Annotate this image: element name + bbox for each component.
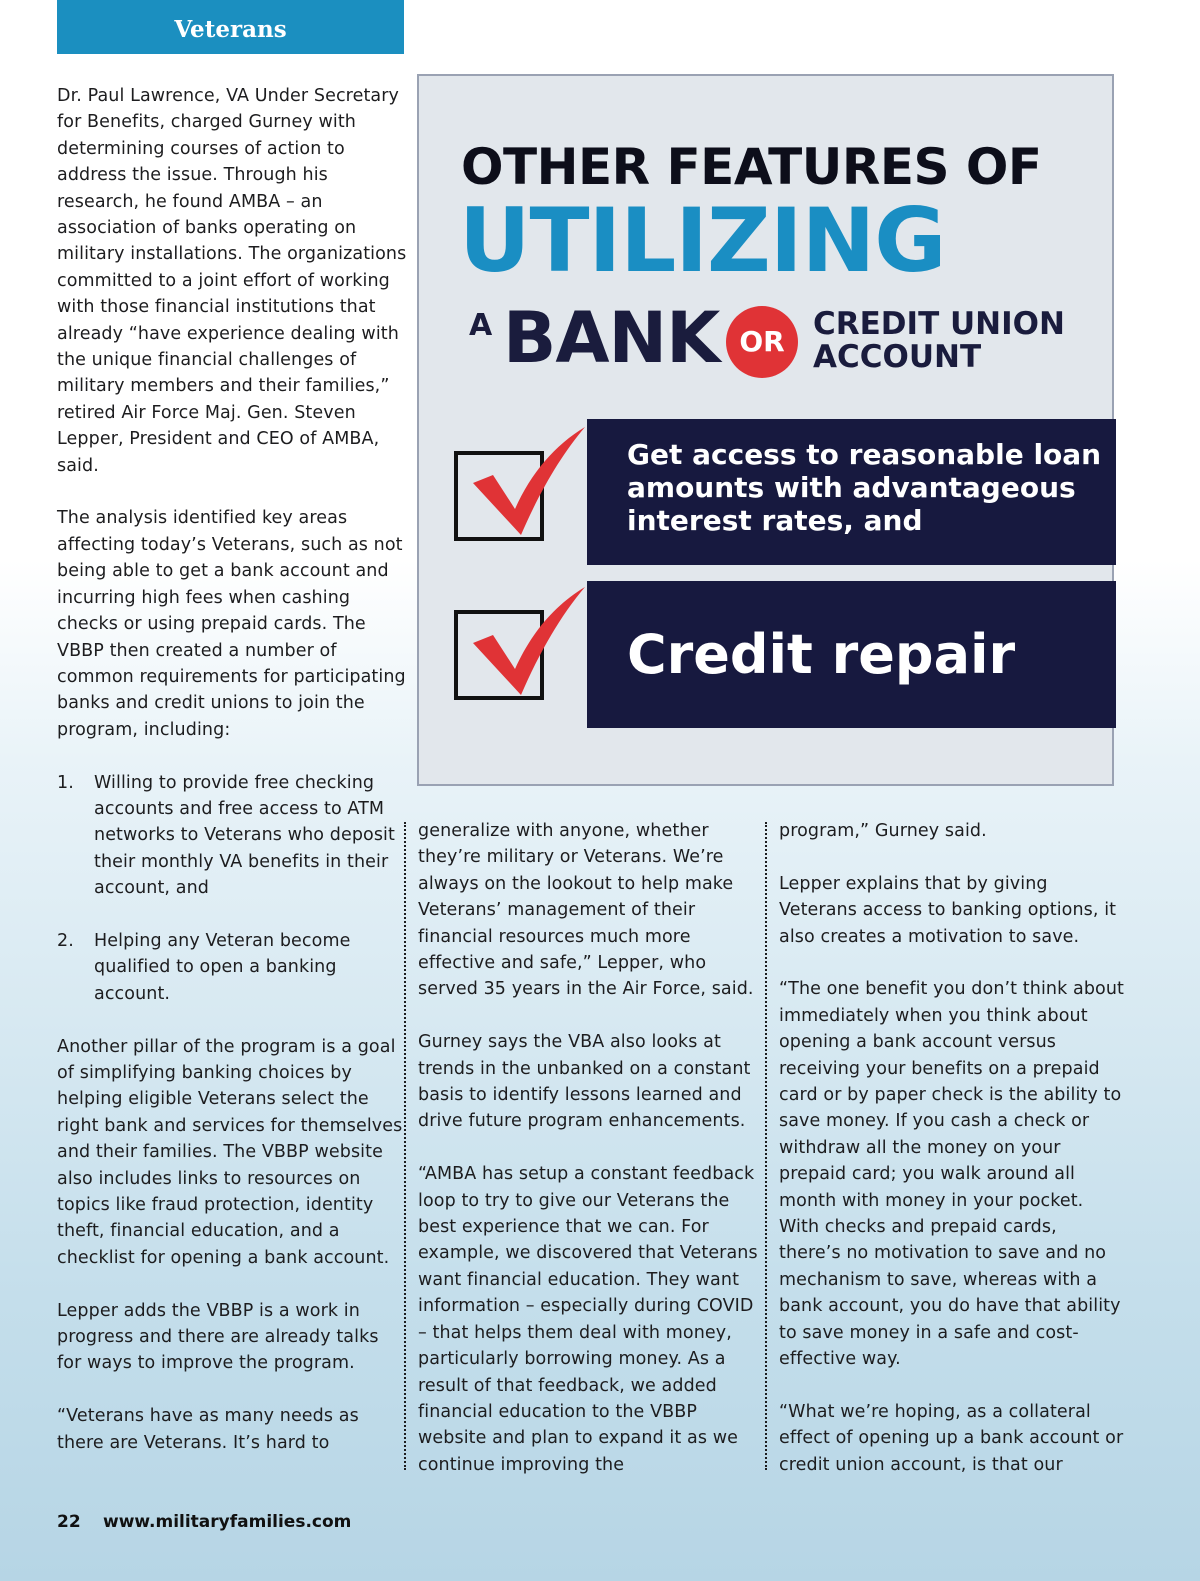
paragraph: “What we’re hoping, as a collateral effect of opening up a bank account or credit union account, is that our [779,1401,1124,1475]
sidebar-heading-a: A [469,308,493,343]
column-divider [404,822,406,1470]
page-number: 22 [57,1512,81,1532]
paragraph: “The one benefit you don’t think about immediately when you think about opening a bank account versus receiving your benefits on a prepaid card or by paper check is the ability to save money. If you cash a check or withdraw all the money on your prepaid card; you walk around all month with money in your pocket. With checks and prepaid cards, there’s no motivation to save and no mechanism to save, whereas with a bank account, you do have that ability to save money in a safe and cost-effective way. [779,979,1124,1370]
checkmark-icon [459,581,589,701]
sidebar-heading-line1: OTHER FEATURES OF [461,138,1042,196]
feature-loan-access: Get access to reasonable loan amounts with advantageous interest rates, and [587,419,1116,565]
sidebar-heading-line2: UTILIZING [459,189,946,292]
paragraph: Lepper explains that by giving Veterans access to banking options, it also creates a motivation to save. [779,873,1117,947]
sidebar-heading-bank: BANK [503,297,720,379]
list-item [57,928,407,1007]
footer-url: www.militaryfamilies.com [103,1512,352,1532]
account-label: ACCOUNT [813,339,982,375]
list-item [57,770,407,902]
paragraph: program,” Gurney said. [779,821,987,841]
paragraph: Another pillar of the program is a goal of simplifying banking choices by helping eligible Veterans select the right bank and services for themselves and their families. The VBBP website also includes links to resources on topics like fraud protection, identity theft, financial education, and a checklist for opening a bank account. [57,1036,403,1268]
paragraph: “Veterans have as many needs as there are Veterans. It’s hard to [57,1406,359,1453]
paragraph: Gurney says the VBA also looks at trends in the unbanked on a constant basis to identify lessons learned and drive future program enhancements. [418,1032,751,1132]
list-number: 1. [57,772,74,793]
credit-union-label: CREDIT UNION [813,306,1065,342]
paragraph: The analysis identified key areas affecting today’s Veterans, such as not being able to get a bank account and incurring high fees when cashing checks or using prepaid cards. The VBBP then created a number of common requirements for participating banks and credit unions to join the program, including: [57,508,406,740]
list-item-text: Helping any Veteran become qualified to open a banking account. [94,930,351,1004]
or-badge: OR [726,306,798,378]
article-column-2 [418,818,763,1478]
column-divider [765,822,767,1470]
checkmark-icon [459,421,589,541]
article-column-3 [779,818,1124,1478]
paragraph: generalize with anyone, whether they’re military or Veterans. We’re always on the lookout to help make Veterans’ management of their financial resources much more effective and safe,” Lepper, who served 35 years in the Air Force, said. [418,821,754,1000]
requirements-list [57,770,407,1008]
paragraph: Dr. Paul Lawrence, VA Under Secretary for Benefits, charged Gurney with determining courses of action to address the issue. Through his research, he found AMBA – an association of banks operating on military installations. The organizations committed to a joint effort of working with those financial institutions that already “have experience dealing with the unique financial challenges of military members and their families,” retired Air Force Maj. Gen. Steven Lepper, President and CEO of AMBA, said. [57,86,407,476]
feature-credit-repair: Credit repair [587,581,1116,728]
paragraph: Lepper adds the VBBP is a work in progress and there are already talks for ways to improve the program. [57,1300,379,1374]
features-sidebar [417,74,1114,786]
paragraph: “AMBA has setup a constant feedback loop to try to give our Veterans the best experience that we can. For example, we discovered that Veterans want financial education. They want information – especially during COVID – that helps them deal with money, particularly borrowing money. As a result of that feedback, we added financial education to the VBBP website and plan to expand it as we continue improving the [418,1164,758,1475]
section-tab: Veterans [57,0,404,54]
article-column-1 [57,83,407,1456]
list-item-text: Willing to provide free checking accounts and free access to ATM networks to Veterans who deposit their monthly VA benefits in their account, and [94,772,395,899]
list-number: 2. [57,930,74,951]
sidebar-heading-credit-union [813,308,1065,374]
